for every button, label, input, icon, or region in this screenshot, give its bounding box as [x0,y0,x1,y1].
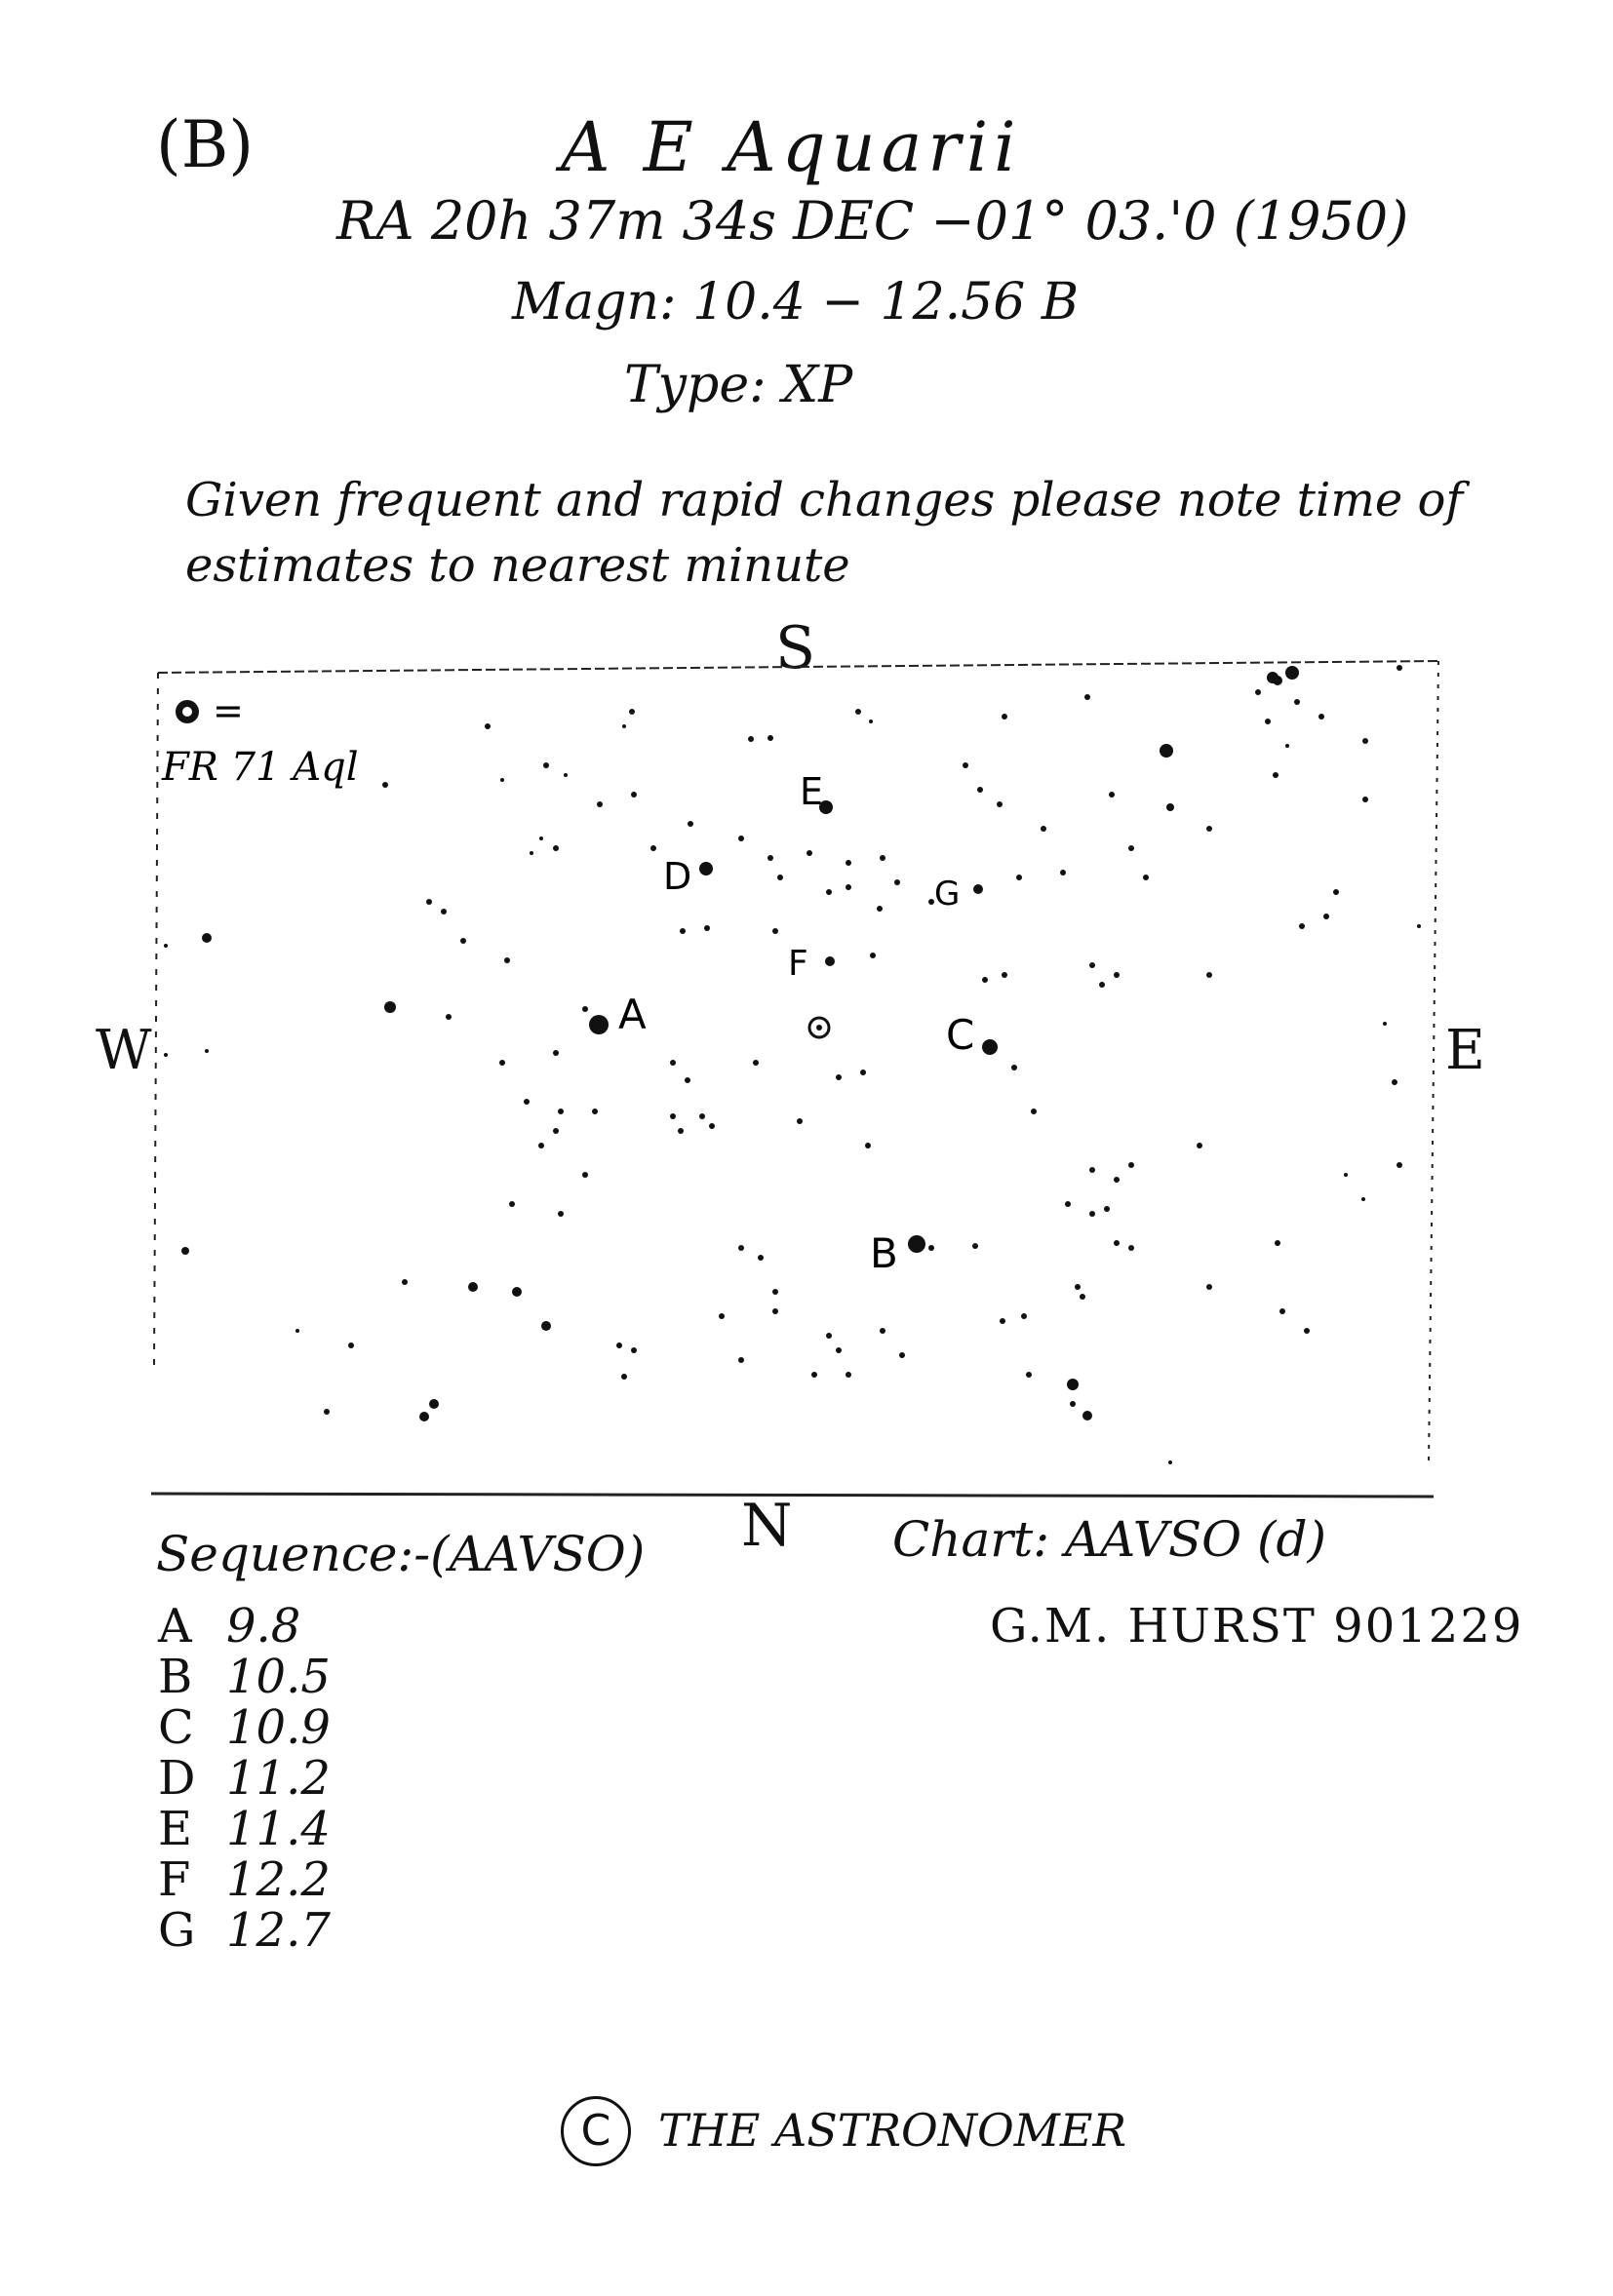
field-star [205,1049,209,1053]
field-star [767,735,773,741]
field-star [384,1001,396,1013]
field-star [1128,1162,1134,1168]
field-star [553,1050,559,1056]
field-star [972,1243,978,1249]
field-star [670,1060,676,1066]
field-star [748,736,754,742]
comparison-star-e [800,770,833,814]
sequence-item: C 10.9 [158,1700,331,1755]
field-star [1273,772,1279,778]
field-star [685,1077,690,1083]
field-star [468,1282,478,1292]
field-star [1089,1167,1095,1173]
field-star [1021,1313,1027,1319]
field-star [1344,1173,1348,1177]
sequence-item: F 12.2 [158,1852,331,1907]
field-star [504,957,510,963]
field-star [963,762,968,768]
field-star [680,928,686,934]
field-star [1089,1211,1095,1217]
field-star [1294,699,1300,705]
field-star [894,879,900,885]
field-star [738,836,744,841]
direction-south-label: S [775,614,816,682]
field-star [1016,875,1022,880]
field-star [880,1328,885,1334]
field-star [846,884,851,890]
field-star [1318,714,1324,720]
field-star [1080,1294,1085,1300]
field-star [592,1109,598,1114]
field-star [1104,1206,1110,1212]
field-star [1109,792,1115,798]
field-star [826,889,832,895]
field-star [811,1372,817,1378]
field-star [1265,719,1271,724]
field-star [1002,714,1007,720]
observer-credit: G.M. HURST 901229 [990,1599,1524,1654]
field-star [1299,923,1305,929]
field-star [772,928,778,934]
field-star [1011,1065,1017,1070]
star-name-title: A E Aquarii [561,107,1022,187]
field-star [631,1347,637,1353]
field-star [582,1172,588,1178]
comparison-star-b [870,1229,925,1277]
field-star [1275,1240,1280,1246]
field-star [597,801,603,807]
field-star [539,837,543,840]
magnitude-range: Magn: 10.4 − 12.56 B [512,273,1080,331]
field-star [1273,676,1282,685]
sequence-item: A 9.8 [158,1599,301,1654]
variable-type: Type: XP [624,356,853,414]
comparison-label-f: F [788,944,808,984]
comparison-star-a [589,991,647,1038]
field-star [419,1412,429,1421]
field-star [1002,972,1007,978]
comparison-star-c [946,1011,998,1059]
field-star [753,1060,759,1066]
field-star [631,792,637,798]
field-star [543,762,549,768]
field-star [553,845,559,851]
publisher-name: THE ASTRONOMER [658,2104,1127,2157]
key-equals-label: = [213,689,244,732]
field-star [772,1289,778,1295]
comparison-label-e: E [800,770,824,813]
field-star [738,1245,744,1251]
field-star [558,1109,564,1114]
field-star [1060,870,1066,876]
comparison-star-f [788,944,835,984]
field-star [738,1357,744,1363]
sequence-item: B 10.5 [158,1650,331,1704]
field-star [1392,1079,1397,1085]
field-star [1160,744,1173,758]
direction-east-label: E [1445,1019,1485,1082]
field-star [846,860,851,866]
instruction-note-line1: Given frequent and rapid changes please note time of [185,473,1464,527]
field-star [460,938,466,944]
field-star [826,1333,832,1339]
field-star [1285,744,1289,748]
field-star [426,899,432,905]
field-star [758,1255,764,1261]
field-star [880,855,885,861]
chart-source-credit: Chart: AAVSO (d) [892,1511,1326,1568]
field-star [670,1113,676,1119]
field-star [1397,1162,1402,1168]
comparison-label-g: G [934,875,961,914]
field-star [1143,875,1149,880]
field-star [869,720,873,723]
field-star [865,1143,871,1148]
field-star [1031,1109,1037,1114]
field-star [1084,694,1090,700]
sequence-title: Sequence:-(AAVSO) [156,1526,646,1582]
field-star [558,1211,564,1217]
field-star [1067,1379,1079,1390]
comparison-star-d [663,855,713,898]
field-star [1041,826,1046,832]
field-star [499,1060,505,1066]
field-star [553,1128,559,1134]
field-star [877,906,883,912]
field-star [485,723,491,729]
field-star [1362,797,1368,802]
field-star [767,855,773,861]
field-star [836,1074,842,1080]
field-star [709,1123,715,1129]
field-star [616,1343,622,1348]
sequence-item: E 11.4 [158,1802,331,1856]
field-star [860,1070,866,1075]
field-star [1168,1460,1172,1464]
field-star [1099,982,1105,988]
field-star [582,1006,588,1012]
instruction-note-line2: estimates to nearest minute [185,538,850,593]
field-star [429,1399,439,1409]
field-star [1206,1284,1212,1290]
field-star [1089,962,1095,968]
sequence-item: G 12.7 [158,1903,331,1958]
field-star [704,925,710,931]
field-star [982,977,988,983]
field-star [1304,1328,1310,1334]
field-star [1075,1284,1081,1290]
comparison-label-d: D [663,855,692,898]
chart-label: (B) [156,107,254,182]
field-star [1070,1401,1076,1407]
field-star [164,944,168,948]
field-star [1333,889,1339,895]
field-star [202,933,212,943]
field-star [1026,1372,1032,1378]
field-star [1065,1201,1071,1207]
field-star [899,1352,905,1358]
field-star [500,778,504,782]
copyright-icon: C [561,2096,631,2166]
field-star [1197,1143,1202,1148]
field-star [688,821,693,827]
field-star [1397,665,1402,671]
field-star [1128,1245,1134,1251]
comparison-label-a: A [618,991,647,1038]
field-star [928,1245,934,1251]
field-star [509,1201,515,1207]
field-star [541,1321,551,1331]
field-star [181,1247,189,1255]
comparison-star-g [934,875,983,914]
field-star [870,953,876,958]
field-star [1255,689,1261,695]
field-star [1383,1022,1387,1026]
field-star [564,773,568,777]
field-star [446,1014,452,1020]
field-star [719,1313,725,1319]
comparison-label-c: C [946,1011,975,1059]
field-star [777,875,783,880]
field-star [1285,666,1299,680]
field-star [836,1347,842,1353]
field-star [441,909,447,915]
field-star [530,851,533,855]
field-star [1279,1308,1285,1314]
sequence-item: D 11.2 [158,1751,331,1806]
field-star [295,1329,299,1333]
field-star [382,782,388,788]
field-star [629,709,635,715]
field-star [772,1308,778,1314]
key-star-designation: FR 71 Aql [162,745,359,790]
direction-north-label: N [741,1492,793,1560]
field-star [1361,1197,1365,1201]
field-star [699,1113,705,1119]
field-star [1114,1177,1120,1183]
field-star [1206,972,1212,978]
field-star [324,1409,330,1415]
field-star [512,1287,522,1297]
field-star [1000,1318,1005,1324]
field-star [538,1143,544,1148]
field-star [797,1118,803,1124]
direction-west-label: W [96,1019,152,1082]
field-star [1362,738,1368,744]
field-star [1114,1240,1120,1246]
field-star [524,1099,530,1105]
field-star [1082,1411,1092,1420]
field-star [1166,803,1174,811]
field-star [1206,826,1212,832]
field-star [621,1374,627,1380]
field-star [164,1053,168,1057]
field-star [855,709,861,715]
field-star [997,801,1003,807]
field-star [678,1128,684,1134]
field-star [650,845,656,851]
field-star [1417,924,1421,928]
field-star [806,850,812,856]
field-star [846,1372,851,1378]
field-star [1323,914,1329,919]
coordinates-line: RA 20h 37m 34s DEC −01° 03.'0 (1950) [336,190,1409,252]
field-star [348,1343,354,1348]
field-star [622,724,626,728]
comparison-label-b: B [870,1229,898,1277]
field-star [1128,845,1134,851]
field-star [1114,972,1120,978]
field-star [402,1279,408,1285]
field-star [977,787,983,793]
